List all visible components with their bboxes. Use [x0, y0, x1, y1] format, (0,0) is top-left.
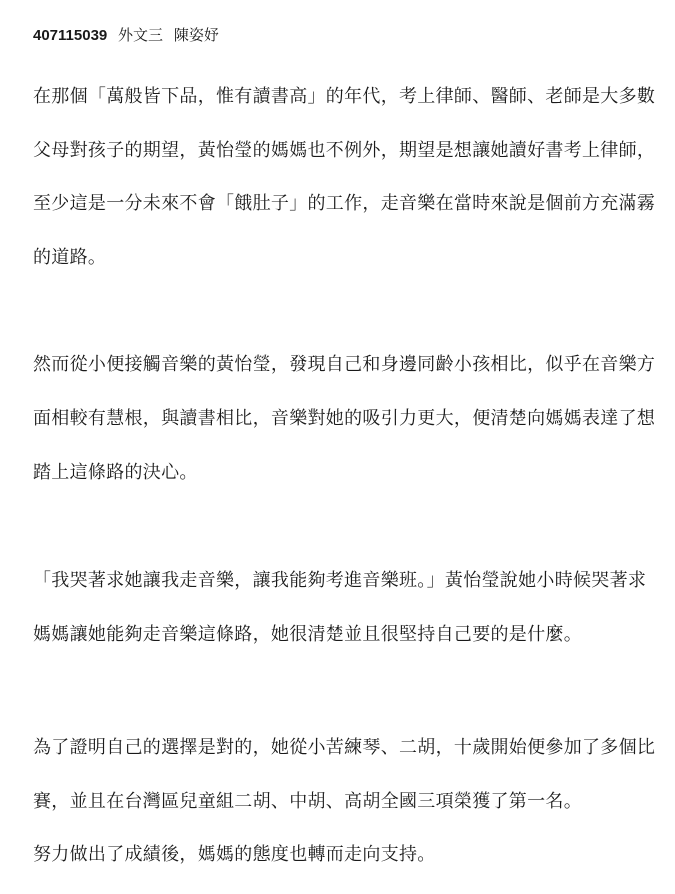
paragraph-2-line-1: 然而從小便接觸音樂的黃怡瑩，發現自己和身邊同齡小孩相比，似乎在音樂方: [33, 354, 656, 375]
paragraph-1-line-3: 至少這是一分未來不會「餓肚子」的工作，走音樂在當時來說是個前方充滿霧: [33, 193, 656, 214]
student-id: 407115039: [33, 27, 108, 44]
header-class: 外文三: [118, 26, 164, 44]
paragraph-1-line-2: 父母對孩子的期望，黃怡瑩的媽媽也不例外，期望是想讓她讀好書考上律師，: [33, 140, 656, 161]
paragraph-2-line-2: 面相較有慧根，與讀書相比，音樂對她的吸引力更大，便清楚向媽媽表達了想: [33, 408, 656, 429]
paragraph-4-line-3: 努力做出了成績後，媽媽的態度也轉而走向支持。: [33, 844, 436, 865]
document-header: [33, 24, 219, 47]
paragraph-3-line-2: 媽媽讓她能夠走音樂這條路，她很清楚並且很堅持自己要的是什麼。: [33, 624, 582, 645]
paragraph-2-line-3: 踏上這條路的決心。: [33, 462, 198, 483]
paragraph-4-line-1: 為了證明自己的選擇是對的，她從小苦練琴、二胡，十歲開始便參加了多個比: [33, 737, 656, 758]
paragraph-4-line-2: 賽，並且在台灣區兒童組二胡、中胡、高胡全國三項榮獲了第一名。: [33, 791, 582, 812]
paragraph-1-line-1: 在那個「萬般皆下品，惟有讀書高」的年代，考上律師、醫師、老師是大多數: [33, 86, 656, 107]
paragraph-3-line-1: 「我哭著求她讓我走音樂，讓我能夠考進音樂班。」黃怡瑩說她小時候哭著求: [33, 570, 647, 591]
paragraph-1-line-4: 的道路。: [33, 247, 107, 268]
student-name: 陳姿妤: [173, 26, 219, 44]
